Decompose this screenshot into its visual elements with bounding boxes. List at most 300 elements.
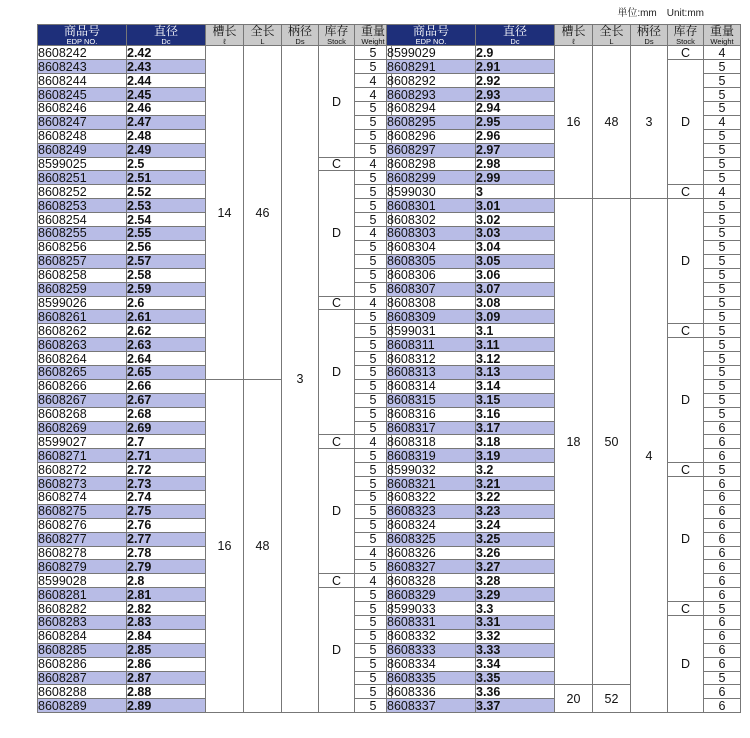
edp-cell: 8608258 (38, 268, 127, 282)
weight-cell: 6 (704, 449, 741, 463)
edp-cell: 8608243 (38, 60, 127, 74)
stock-cell: D (668, 615, 704, 712)
edp-cell: 8608313 (387, 365, 476, 379)
stock-cell: C (319, 574, 355, 588)
weight-cell: 5 (355, 254, 392, 268)
diameter-cell: 2.85 (127, 643, 206, 657)
edp-cell: 8608325 (387, 532, 476, 546)
diameter-cell: 2.95 (476, 115, 555, 129)
weight-cell: 5 (355, 699, 392, 713)
weight-cell: 4 (355, 157, 392, 171)
weight-cell: 5 (355, 643, 392, 657)
weight-cell: 5 (355, 185, 392, 199)
diameter-cell: 3.16 (476, 407, 555, 421)
weight-cell: 5 (704, 268, 741, 282)
weight-cell: 5 (704, 171, 741, 185)
edp-cell: 8608277 (38, 532, 127, 546)
diameter-cell: 3.2 (476, 463, 555, 477)
edp-cell: 8608293 (387, 88, 476, 102)
edp-cell: 8608309 (387, 310, 476, 324)
edp-cell: 8608318 (387, 435, 476, 449)
spec-table-right (386, 24, 741, 713)
edp-cell: 8608255 (38, 227, 127, 241)
diameter-cell: 3.14 (476, 379, 555, 393)
diameter-cell: 2.93 (476, 88, 555, 102)
edp-cell: 8608256 (38, 240, 127, 254)
weight-cell: 5 (355, 115, 392, 129)
edp-cell: 8608295 (387, 115, 476, 129)
diameter-cell: 3.17 (476, 421, 555, 435)
diameter-cell: 2.64 (127, 352, 206, 366)
diameter-cell: 2.84 (127, 629, 206, 643)
diameter-cell: 3.28 (476, 574, 555, 588)
diameter-cell: 2.52 (127, 185, 206, 199)
weight-cell: 4 (355, 88, 392, 102)
diameter-cell: 2.72 (127, 463, 206, 477)
diameter-cell: 2.76 (127, 518, 206, 532)
edp-cell: 8608306 (387, 268, 476, 282)
edp-cell: 8608327 (387, 560, 476, 574)
diameter-cell: 2.56 (127, 240, 206, 254)
shank-diameter-cell: 4 (631, 199, 668, 713)
stock-cell: D (668, 477, 704, 602)
diameter-cell: 2.88 (127, 685, 206, 699)
edp-cell: 8608284 (38, 629, 127, 643)
weight-cell: 4 (704, 46, 741, 60)
edp-cell: 8608286 (38, 657, 127, 671)
header-overall-length: 全长 L (244, 25, 282, 46)
weight-cell: 5 (355, 143, 392, 157)
stock-cell: C (668, 602, 704, 616)
weight-cell: 6 (704, 490, 741, 504)
diameter-cell: 2.77 (127, 532, 206, 546)
edp-cell: 8608334 (387, 657, 476, 671)
diameter-cell: 2.78 (127, 546, 206, 560)
table-row (387, 199, 741, 213)
diameter-cell: 3.35 (476, 671, 555, 685)
edp-cell: 8599029 (387, 46, 476, 60)
weight-cell: 5 (355, 449, 392, 463)
edp-cell: 8608296 (387, 129, 476, 143)
diameter-cell: 2.74 (127, 490, 206, 504)
weight-cell: 6 (704, 574, 741, 588)
edp-cell: 8599033 (387, 602, 476, 616)
weight-cell: 5 (355, 199, 392, 213)
weight-cell: 5 (355, 338, 392, 352)
weight-cell: 5 (704, 324, 741, 338)
diameter-cell: 2.82 (127, 602, 206, 616)
stock-cell: C (319, 296, 355, 310)
edp-cell: 8608271 (38, 449, 127, 463)
edp-cell: 8608245 (38, 88, 127, 102)
table-header-row (387, 25, 741, 46)
weight-cell: 5 (704, 407, 741, 421)
weight-cell: 5 (704, 227, 741, 241)
weight-cell: 5 (355, 615, 392, 629)
diameter-cell: 3.26 (476, 546, 555, 560)
diameter-cell: 2.62 (127, 324, 206, 338)
stock-cell: D (319, 588, 355, 713)
diameter-cell: 3.04 (476, 240, 555, 254)
diameter-cell: 2.63 (127, 338, 206, 352)
edp-cell: 8599028 (38, 574, 127, 588)
weight-cell: 5 (355, 129, 392, 143)
weight-cell: 6 (704, 435, 741, 449)
header-edp: 商品号 EDP NO. (38, 25, 127, 46)
diameter-cell: 3.02 (476, 213, 555, 227)
overall-length-cell: 48 (593, 46, 631, 199)
header-stock: 库存 Stock (668, 25, 704, 46)
diameter-cell: 2.94 (476, 102, 555, 116)
header-weight: 重量 Weight (355, 25, 392, 46)
weight-cell: 5 (704, 338, 741, 352)
diameter-cell: 3.15 (476, 393, 555, 407)
edp-cell: 8608261 (38, 310, 127, 324)
weight-cell: 5 (355, 60, 392, 74)
edp-cell: 8608332 (387, 629, 476, 643)
diameter-cell: 2.71 (127, 449, 206, 463)
weight-cell: 5 (704, 102, 741, 116)
diameter-cell: 2.9 (476, 46, 555, 60)
diameter-cell: 2.5 (127, 157, 206, 171)
diameter-cell: 2.99 (476, 171, 555, 185)
weight-cell: 5 (704, 129, 741, 143)
diameter-cell: 3.07 (476, 282, 555, 296)
diameter-cell: 3.3 (476, 602, 555, 616)
shank-diameter-cell: 3 (631, 46, 668, 199)
edp-cell: 8608289 (38, 699, 127, 713)
diameter-cell: 3.29 (476, 588, 555, 602)
weight-cell: 5 (704, 60, 741, 74)
diameter-cell: 3.18 (476, 435, 555, 449)
diameter-cell: 3.03 (476, 227, 555, 241)
weight-cell: 6 (704, 588, 741, 602)
weight-cell: 5 (355, 407, 392, 421)
weight-cell: 5 (355, 490, 392, 504)
stock-cell: C (668, 463, 704, 477)
edp-cell: 8608323 (387, 504, 476, 518)
diameter-cell: 2.79 (127, 560, 206, 574)
header-flute-length: 槽长 ℓ (206, 25, 244, 46)
weight-cell: 4 (355, 296, 392, 310)
edp-cell: 8608274 (38, 490, 127, 504)
weight-cell: 5 (704, 254, 741, 268)
edp-cell: 8608288 (38, 685, 127, 699)
header-stock: 库存 Stock (319, 25, 355, 46)
header-diameter: 直径 Dc (127, 25, 206, 46)
diameter-cell: 3.08 (476, 296, 555, 310)
weight-cell: 6 (704, 477, 741, 491)
diameter-cell: 3.33 (476, 643, 555, 657)
overall-length-cell: 50 (593, 199, 631, 685)
diameter-cell: 2.98 (476, 157, 555, 171)
diameter-cell: 2.96 (476, 129, 555, 143)
header-shank-diameter: 柄径 Ds (631, 25, 668, 46)
diameter-cell: 2.42 (127, 46, 206, 60)
edp-cell: 8608326 (387, 546, 476, 560)
weight-cell: 5 (704, 240, 741, 254)
weight-cell: 5 (355, 421, 392, 435)
edp-cell: 8608297 (387, 143, 476, 157)
edp-cell: 8608249 (38, 143, 127, 157)
diameter-cell: 3.06 (476, 268, 555, 282)
edp-cell: 8608328 (387, 574, 476, 588)
weight-cell: 5 (704, 310, 741, 324)
weight-cell: 4 (355, 74, 392, 88)
diameter-cell: 3.12 (476, 352, 555, 366)
edp-cell: 8608276 (38, 518, 127, 532)
stock-cell: D (668, 338, 704, 463)
flute-length-cell: 20 (555, 685, 593, 713)
diameter-cell: 2.67 (127, 393, 206, 407)
overall-length-cell: 46 (244, 46, 282, 379)
edp-cell: 8608329 (387, 588, 476, 602)
diameter-cell: 2.65 (127, 365, 206, 379)
weight-cell: 5 (355, 102, 392, 116)
edp-cell: 8608265 (38, 365, 127, 379)
weight-cell: 5 (704, 199, 741, 213)
weight-cell: 6 (704, 546, 741, 560)
header-flute-length: 槽长 ℓ (555, 25, 593, 46)
overall-length-cell: 52 (593, 685, 631, 713)
edp-cell: 8608281 (38, 588, 127, 602)
diameter-cell: 2.7 (127, 435, 206, 449)
header-overall-length: 全长 L (593, 25, 631, 46)
weight-cell: 5 (355, 671, 392, 685)
diameter-cell: 3.21 (476, 477, 555, 491)
diameter-cell: 2.86 (127, 657, 206, 671)
edp-cell: 8599027 (38, 435, 127, 449)
stock-cell: C (319, 435, 355, 449)
header-weight: 重量 Weight (704, 25, 741, 46)
edp-cell: 8608262 (38, 324, 127, 338)
header-diameter: 直径 Dc (476, 25, 555, 46)
diameter-cell: 2.43 (127, 60, 206, 74)
weight-cell: 5 (355, 504, 392, 518)
diameter-cell: 2.44 (127, 74, 206, 88)
edp-cell: 8608287 (38, 671, 127, 685)
spec-table-left (37, 24, 392, 713)
edp-cell: 8608315 (387, 393, 476, 407)
edp-cell: 8608307 (387, 282, 476, 296)
diameter-cell: 2.48 (127, 129, 206, 143)
diameter-cell: 2.68 (127, 407, 206, 421)
diameter-cell: 3.31 (476, 615, 555, 629)
overall-length-cell: 48 (244, 379, 282, 712)
stock-cell: D (319, 46, 355, 157)
weight-cell: 6 (704, 699, 741, 713)
diameter-cell: 2.92 (476, 74, 555, 88)
diameter-cell: 3.32 (476, 629, 555, 643)
diameter-cell: 3.01 (476, 199, 555, 213)
edp-cell: 8608316 (387, 407, 476, 421)
diameter-cell: 2.6 (127, 296, 206, 310)
diameter-cell: 2.58 (127, 268, 206, 282)
weight-cell: 5 (704, 602, 741, 616)
diameter-cell: 2.91 (476, 60, 555, 74)
diameter-cell: 2.81 (127, 588, 206, 602)
flute-length-cell: 16 (206, 379, 244, 712)
weight-cell: 5 (355, 324, 392, 338)
header-shank-diameter: 柄径 Ds (282, 25, 319, 46)
edp-cell: 8608275 (38, 504, 127, 518)
flute-length-cell: 16 (555, 46, 593, 199)
table-body (38, 46, 392, 713)
table-header-row (38, 25, 392, 46)
diameter-cell: 2.75 (127, 504, 206, 518)
edp-cell: 8608257 (38, 254, 127, 268)
weight-cell: 6 (704, 421, 741, 435)
edp-cell: 8608311 (387, 338, 476, 352)
edp-cell: 8608266 (38, 379, 127, 393)
table-body (387, 46, 741, 713)
edp-cell: 8608303 (387, 227, 476, 241)
weight-cell: 5 (355, 365, 392, 379)
weight-cell: 6 (704, 532, 741, 546)
edp-cell: 8608321 (387, 477, 476, 491)
weight-cell: 5 (355, 602, 392, 616)
diameter-cell: 2.55 (127, 227, 206, 241)
weight-cell: 5 (355, 379, 392, 393)
stock-cell: D (319, 171, 355, 296)
edp-cell: 8608322 (387, 490, 476, 504)
diameter-cell: 3.37 (476, 699, 555, 713)
edp-cell: 8608305 (387, 254, 476, 268)
diameter-cell: 2.73 (127, 477, 206, 491)
diameter-cell: 2.8 (127, 574, 206, 588)
diameter-cell: 2.69 (127, 421, 206, 435)
edp-cell: 8599032 (387, 463, 476, 477)
diameter-cell: 3.34 (476, 657, 555, 671)
edp-cell: 8608299 (387, 171, 476, 185)
diameter-cell: 3.22 (476, 490, 555, 504)
weight-cell: 5 (704, 157, 741, 171)
edp-cell: 8608264 (38, 352, 127, 366)
weight-cell: 4 (355, 546, 392, 560)
weight-cell: 5 (355, 685, 392, 699)
edp-cell: 8599031 (387, 324, 476, 338)
edp-cell: 8608252 (38, 185, 127, 199)
edp-cell: 8608304 (387, 240, 476, 254)
weight-cell: 5 (704, 379, 741, 393)
edp-cell: 8599025 (38, 157, 127, 171)
edp-cell: 8608308 (387, 296, 476, 310)
weight-cell: 6 (704, 685, 741, 699)
diameter-cell: 3.05 (476, 254, 555, 268)
weight-cell: 5 (704, 671, 741, 685)
stock-cell: C (319, 157, 355, 171)
diameter-cell: 2.59 (127, 282, 206, 296)
edp-cell: 8608242 (38, 46, 127, 60)
edp-cell: 8608335 (387, 671, 476, 685)
edp-cell: 8608254 (38, 213, 127, 227)
edp-cell: 8608278 (38, 546, 127, 560)
diameter-cell: 3.25 (476, 532, 555, 546)
edp-cell: 8608324 (387, 518, 476, 532)
weight-cell: 5 (704, 393, 741, 407)
weight-cell: 5 (704, 365, 741, 379)
table-row (387, 46, 741, 60)
weight-cell: 5 (704, 463, 741, 477)
weight-cell: 4 (355, 574, 392, 588)
weight-cell: 5 (355, 213, 392, 227)
weight-cell: 5 (704, 296, 741, 310)
diameter-cell: 3.1 (476, 324, 555, 338)
diameter-cell: 3.24 (476, 518, 555, 532)
weight-cell: 5 (355, 310, 392, 324)
edp-cell: 8608244 (38, 74, 127, 88)
diameter-cell: 2.53 (127, 199, 206, 213)
diameter-cell: 3.19 (476, 449, 555, 463)
diameter-cell: 2.49 (127, 143, 206, 157)
weight-cell: 5 (355, 518, 392, 532)
weight-cell: 4 (355, 227, 392, 241)
diameter-cell: 3.36 (476, 685, 555, 699)
weight-cell: 6 (704, 615, 741, 629)
weight-cell: 5 (355, 477, 392, 491)
edp-cell: 8608283 (38, 615, 127, 629)
edp-cell: 8608314 (387, 379, 476, 393)
diameter-cell: 3 (476, 185, 555, 199)
weight-cell: 5 (355, 240, 392, 254)
diameter-cell: 2.83 (127, 615, 206, 629)
edp-cell: 8608279 (38, 560, 127, 574)
weight-cell: 5 (355, 268, 392, 282)
edp-cell: 8608247 (38, 115, 127, 129)
stock-cell: D (668, 199, 704, 324)
weight-cell: 5 (355, 588, 392, 602)
weight-cell: 5 (704, 74, 741, 88)
edp-cell: 8608291 (387, 60, 476, 74)
edp-cell: 8608285 (38, 643, 127, 657)
weight-cell: 5 (355, 463, 392, 477)
edp-cell: 8608333 (387, 643, 476, 657)
stock-cell: D (319, 449, 355, 574)
weight-cell: 4 (704, 185, 741, 199)
diameter-cell: 2.89 (127, 699, 206, 713)
edp-cell: 8608267 (38, 393, 127, 407)
stock-cell: C (668, 324, 704, 338)
edp-cell: 8599026 (38, 296, 127, 310)
weight-cell: 5 (355, 171, 392, 185)
edp-cell: 8608259 (38, 282, 127, 296)
flute-length-cell: 18 (555, 199, 593, 685)
edp-cell: 8608298 (387, 157, 476, 171)
weight-cell: 6 (704, 643, 741, 657)
diameter-cell: 2.54 (127, 213, 206, 227)
edp-cell: 8608272 (38, 463, 127, 477)
diameter-cell: 2.51 (127, 171, 206, 185)
weight-cell: 5 (355, 532, 392, 546)
stock-cell: C (668, 46, 704, 60)
weight-cell: 5 (704, 143, 741, 157)
diameter-cell: 2.46 (127, 102, 206, 116)
diameter-cell: 3.27 (476, 560, 555, 574)
diameter-cell: 2.87 (127, 671, 206, 685)
edp-cell: 8608282 (38, 602, 127, 616)
edp-cell: 8608263 (38, 338, 127, 352)
weight-cell: 5 (355, 282, 392, 296)
weight-cell: 5 (355, 352, 392, 366)
stock-cell: D (668, 60, 704, 185)
weight-cell: 5 (355, 393, 392, 407)
edp-cell: 8608246 (38, 102, 127, 116)
stock-cell: D (319, 310, 355, 435)
table-row (38, 46, 392, 60)
weight-cell: 6 (704, 657, 741, 671)
edp-cell: 8608319 (387, 449, 476, 463)
edp-cell: 8608302 (387, 213, 476, 227)
